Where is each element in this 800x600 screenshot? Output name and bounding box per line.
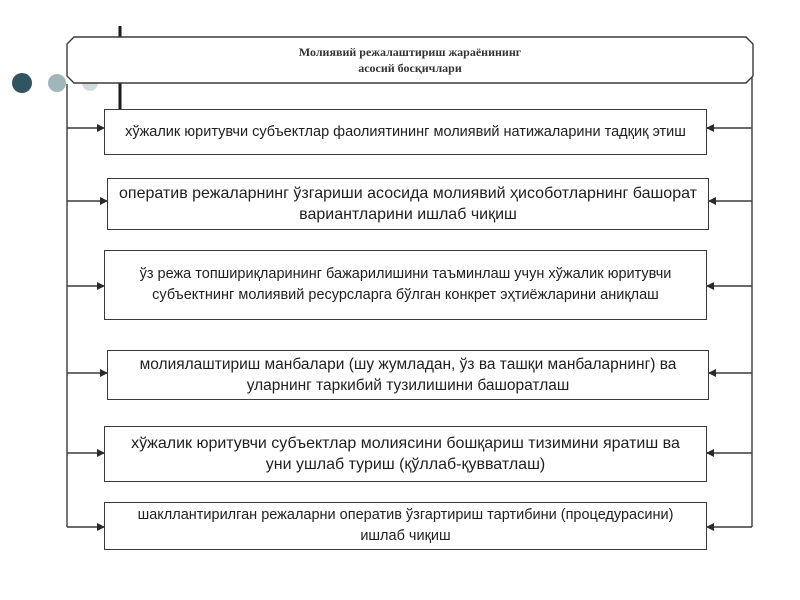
step-box-4 — [107, 350, 709, 400]
step-box-2 — [107, 178, 709, 230]
step-text-4: молиялаштириш манбалари (шу жумладан, ўз ва ташқи манбаларнинг) ва уларнинг таркибий тузилишини башоратлаш — [139, 356, 677, 394]
step-text-1: хўжалик юритувчи субъектлар фаолиятининг молиявий натижаларини тадқиқ этиш — [125, 123, 686, 140]
diagram-title-line-1: Молиявий режалаштириш жараёнининг — [298, 45, 522, 59]
step-text-6: шакллантирилган режаларни оператив ўзгартириш тартибини (процедурасини) ишлаб чиқиш — [137, 507, 674, 544]
step-text-5: хўжалик юритувчи субъектлар молиясини бошқариш тизимини яратиш ва уни ушлаб туриш (қўллаб-қувватлаш) — [131, 435, 680, 473]
diagram-title-box — [66, 36, 754, 84]
step-box-3 — [104, 250, 707, 320]
step-box-5 — [104, 426, 707, 482]
step-text-2: оператив режаларнинг ўзгариши асосида молиявий ҳисоботларнинг башорат вариантларини ишлаб чиқиш — [119, 185, 697, 223]
diagram-title-line-2: асосий босқичлари — [358, 61, 462, 75]
step-box-6 — [104, 502, 707, 550]
step-text-3: ўз режа топшириқларининг бажарилишини таъминлаш учун хўжалик юритувчи субъектнинг молиявий ресурсларга бўлган конкрет эҳтиёжларини аниқлаш — [139, 266, 672, 303]
step-box-1 — [104, 109, 707, 155]
